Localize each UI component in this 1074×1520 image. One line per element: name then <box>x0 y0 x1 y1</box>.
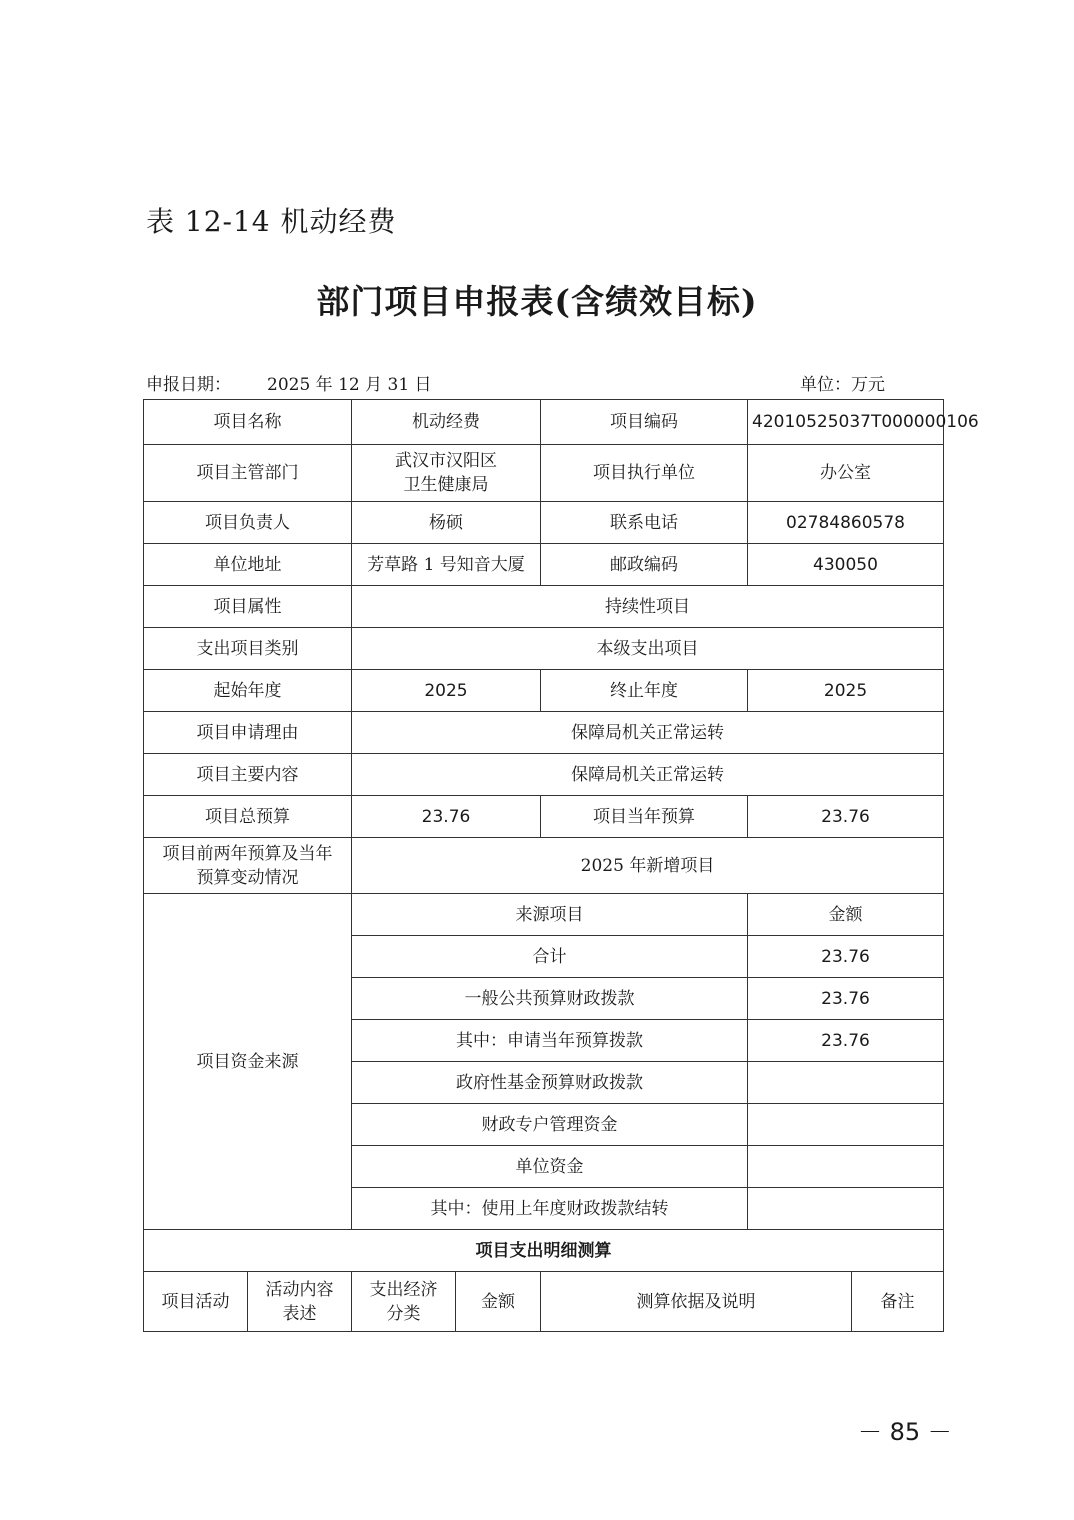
project-application-table <box>143 399 979 1332</box>
document-title: 部门项目申报表(含绩效目标) <box>316 282 758 321</box>
desc-line-1: 活动内容 <box>265 1279 334 1300</box>
cell-label: 项目编码 <box>541 400 748 445</box>
cell-value <box>352 445 541 502</box>
change-label-line-1: 项目前两年预算及当年 <box>162 843 333 864</box>
table-row <box>144 502 944 544</box>
detail-header-description <box>248 1272 352 1332</box>
table-row <box>144 1272 944 1332</box>
table-row <box>144 544 944 586</box>
cell-label: 邮政编码 <box>541 544 748 586</box>
cell-label: 项目总预算 <box>144 796 352 838</box>
change-label-line-2: 预算变动情况 <box>196 867 299 888</box>
econ-line-1: 支出经济 <box>369 1279 438 1300</box>
detail-section-title: 项目支出明细测算 <box>144 1230 944 1272</box>
cell-value: 保障局机关正常运转 <box>352 754 944 796</box>
funding-row-name: 其中：使用上年度财政拨款结转 <box>352 1188 748 1230</box>
cell-value: 2025 年新增项目 <box>352 838 944 894</box>
detail-header-amount: 金额 <box>456 1272 541 1332</box>
econ-line-2: 分类 <box>386 1303 421 1324</box>
funding-row-name: 政府性基金预算财政拨款 <box>352 1062 748 1104</box>
funding-header-amount: 金额 <box>748 894 944 936</box>
unit-label: 单位：万元 <box>800 375 885 395</box>
funding-row-amount: 23.76 <box>748 936 944 978</box>
funding-row-name: 财政专户管理资金 <box>352 1104 748 1146</box>
cell-label: 单位地址 <box>144 544 352 586</box>
table-row <box>144 400 944 445</box>
date-label: 申报日期： <box>146 375 231 395</box>
desc-line-2: 表述 <box>282 1303 317 1324</box>
table-row <box>144 445 944 502</box>
detail-header-note: 备注 <box>852 1272 944 1332</box>
dept-line-2: 卫生健康局 <box>403 475 489 495</box>
date-value: 2025 年 12 月 31 日 <box>267 375 432 395</box>
table-row <box>144 628 944 670</box>
cell-value: 杨硕 <box>352 502 541 544</box>
cell-label <box>144 838 352 894</box>
table-label: 表 12-14 机动经费 <box>146 205 397 238</box>
report-date <box>146 370 432 395</box>
funding-row-amount <box>748 1104 944 1146</box>
detail-header-econ-class <box>352 1272 456 1332</box>
table-row <box>144 586 944 628</box>
cell-value: 本级支出项目 <box>352 628 944 670</box>
table-row <box>144 670 944 712</box>
cell-value: 芳草路 1 号知音大厦 <box>352 544 541 586</box>
cell-label: 终止年度 <box>541 670 748 712</box>
funding-row-amount: 23.76 <box>748 978 944 1020</box>
cell-label: 项目名称 <box>144 400 352 445</box>
table-row <box>144 1230 944 1272</box>
page-number: － 85 － <box>858 1418 952 1446</box>
cell-label: 起始年度 <box>144 670 352 712</box>
detail-header-basis: 测算依据及说明 <box>541 1272 852 1332</box>
cell-label: 项目主要内容 <box>144 754 352 796</box>
cell-value: 机动经费 <box>352 400 541 445</box>
table-row <box>144 838 944 894</box>
cell-value: 23.76 <box>748 796 944 838</box>
cell-label: 项目属性 <box>144 586 352 628</box>
cell-label: 项目执行单位 <box>541 445 748 502</box>
cell-value: 2025 <box>352 670 541 712</box>
table-row <box>144 796 944 838</box>
funding-row-amount <box>748 1188 944 1230</box>
cell-label: 项目主管部门 <box>144 445 352 502</box>
funding-row-amount <box>748 1146 944 1188</box>
funding-row-amount <box>748 1062 944 1104</box>
cell-value: 02784860578 <box>748 502 944 544</box>
funding-header-source: 来源项目 <box>352 894 748 936</box>
cell-label: 项目申请理由 <box>144 712 352 754</box>
cell-label: 项目当年预算 <box>541 796 748 838</box>
table-row <box>144 712 944 754</box>
dept-line-1: 武汉市汉阳区 <box>395 451 497 471</box>
funding-row-amount: 23.76 <box>748 1020 944 1062</box>
funding-source-label: 项目资金来源 <box>144 894 352 1230</box>
funding-row-name: 单位资金 <box>352 1146 748 1188</box>
cell-value: 23.76 <box>352 796 541 838</box>
funding-row-name: 一般公共预算财政拨款 <box>352 978 748 1020</box>
cell-label: 支出项目类别 <box>144 628 352 670</box>
detail-header-activity: 项目活动 <box>144 1272 248 1332</box>
funding-row-name: 合计 <box>352 936 748 978</box>
cell-value: 办公室 <box>748 445 944 502</box>
table-row <box>144 754 944 796</box>
cell-value: 42010525037T000000106 <box>748 400 944 445</box>
cell-value: 430050 <box>748 544 944 586</box>
cell-value: 保障局机关正常运转 <box>352 712 944 754</box>
table-row <box>144 894 944 936</box>
cell-label: 项目负责人 <box>144 502 352 544</box>
cell-label: 联系电话 <box>541 502 748 544</box>
cell-value: 2025 <box>748 670 944 712</box>
cell-value: 持续性项目 <box>352 586 944 628</box>
funding-row-name: 其中：申请当年预算拨款 <box>352 1020 748 1062</box>
